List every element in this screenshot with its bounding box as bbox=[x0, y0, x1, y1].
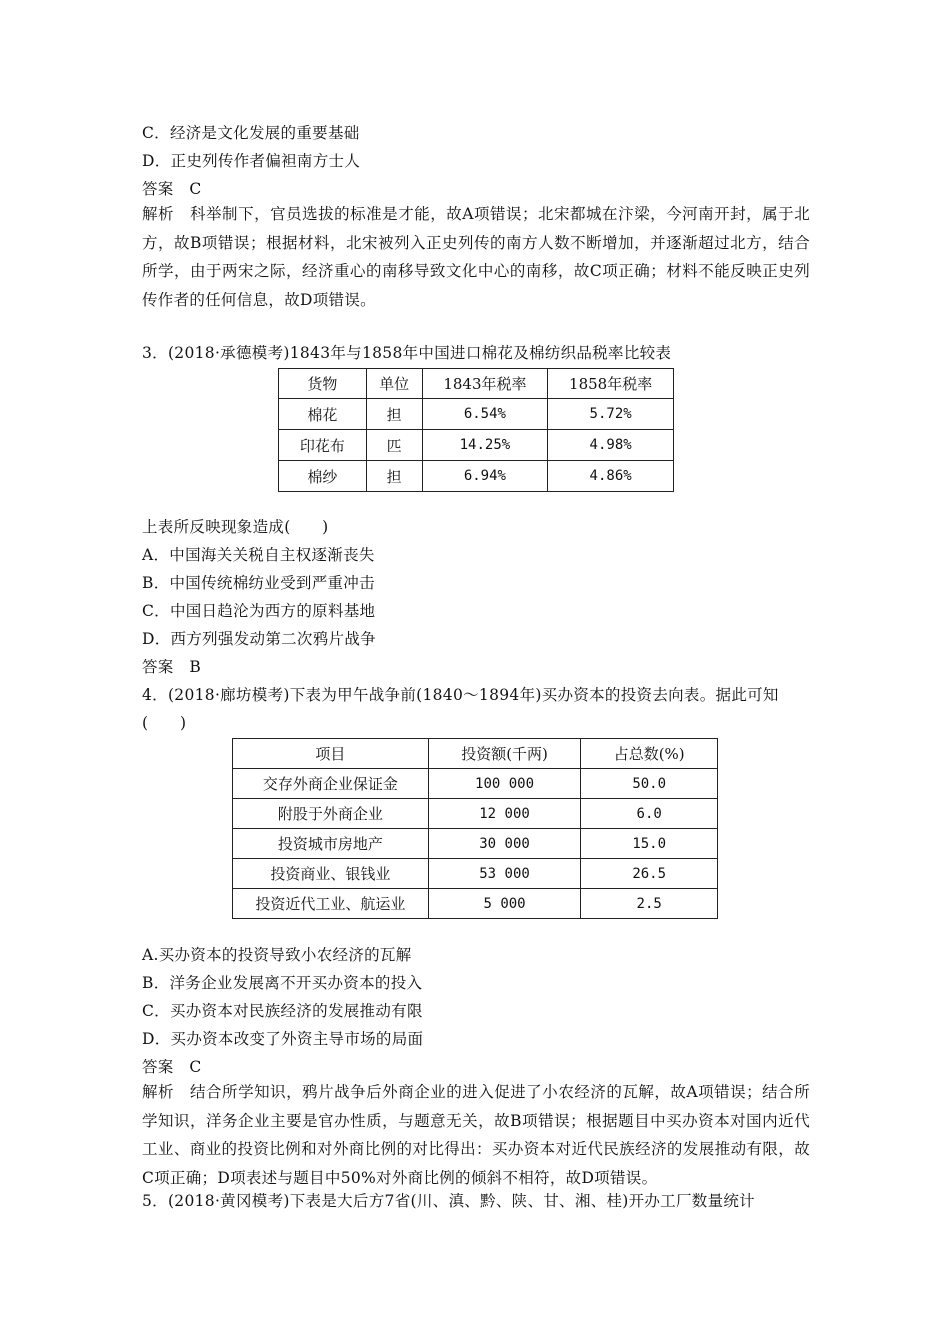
table-cell: 5 000 bbox=[428, 889, 581, 919]
q2-answer: 答案 C bbox=[142, 180, 202, 198]
q2-analysis: 解析 科举制下，官员选拔的标准是才能，故A项错误；北宋都城在汴梁，今河南开封，属于北方，故B项错误；根据材料，北宋被列入正史列传的南方人数不断增加，并逐渐超过北方，结合所学，由于两宋之际，经济重心的南移导致文化中心的南移，故C项正确；材料不能反映正史列传作者的任何信息，故D项错误。 bbox=[142, 205, 810, 309]
table-header-row bbox=[279, 369, 674, 399]
table-cell: 棉花 bbox=[279, 399, 367, 430]
table-cell: 6.94% bbox=[422, 461, 548, 492]
q4-option-b: B．洋务企业发展离不开买办资本的投入 bbox=[142, 974, 423, 992]
q4-option-a: A.买办资本的投资导致小农经济的瓦解 bbox=[142, 946, 412, 964]
table-header-cell: 投资额(千两) bbox=[428, 739, 581, 769]
table-row bbox=[233, 769, 718, 799]
table-header-cell: 1843年税率 bbox=[422, 369, 548, 399]
table-cell: 4.98% bbox=[548, 430, 674, 461]
q3-option-c: C．中国日趋沦为西方的原料基地 bbox=[142, 602, 376, 620]
q3-answer: 答案 B bbox=[142, 658, 202, 676]
table-header-cell: 单位 bbox=[366, 369, 422, 399]
q2-option-d: D．正史列传作者偏袒南方士人 bbox=[142, 152, 361, 170]
q4-investment-table bbox=[232, 738, 718, 919]
table-cell: 交存外商企业保证金 bbox=[233, 769, 429, 799]
q4-stem-line2: ( ) bbox=[142, 714, 187, 732]
q3-option-a: A．中国海关关税自主权逐渐丧失 bbox=[142, 546, 375, 564]
table-cell: 4.86% bbox=[548, 461, 674, 492]
table-row bbox=[279, 430, 674, 461]
table-cell: 印花布 bbox=[279, 430, 367, 461]
table-cell: 附股于外商企业 bbox=[233, 799, 429, 829]
table-cell: 投资近代工业、航运业 bbox=[233, 889, 429, 919]
table-cell: 棉纱 bbox=[279, 461, 367, 492]
table-cell: 匹 bbox=[366, 430, 422, 461]
table-cell: 投资城市房地产 bbox=[233, 829, 429, 859]
table-row bbox=[233, 799, 718, 829]
q3-tax-table bbox=[278, 368, 674, 492]
table-header-cell: 占总数(%) bbox=[581, 739, 718, 769]
q3-option-b: B．中国传统棉纺业受到严重冲击 bbox=[142, 574, 375, 592]
q5-stem: 5．(2018·黄冈模考)下表是大后方7省(川、滇、黔、陕、甘、湘、桂)开办工厂数量统计 bbox=[142, 1192, 755, 1210]
table-cell: 30 000 bbox=[428, 829, 581, 859]
table-cell: 6.54% bbox=[422, 399, 548, 430]
q4-stem-line1: 4．(2018·廊坊模考)下表为甲午战争前(1840～1894年)买办资本的投资去向表。据此可知 bbox=[142, 686, 779, 704]
table-header-row bbox=[233, 739, 718, 769]
table-row bbox=[279, 399, 674, 430]
q3-question: 上表所反映现象造成( ) bbox=[142, 518, 329, 536]
q4-answer: 答案 C bbox=[142, 1058, 202, 1076]
table-cell: 26.5 bbox=[581, 859, 718, 889]
table-cell: 100 000 bbox=[428, 769, 581, 799]
table-cell: 14.25% bbox=[422, 430, 548, 461]
table-cell: 5.72% bbox=[548, 399, 674, 430]
table-cell: 15.0 bbox=[581, 829, 718, 859]
table-row bbox=[233, 859, 718, 889]
table-cell: 2.5 bbox=[581, 889, 718, 919]
table-cell: 12 000 bbox=[428, 799, 581, 829]
table-header-cell: 项目 bbox=[233, 739, 429, 769]
q3-stem: 3．(2018·承德模考)1843年与1858年中国进口棉花及棉纺织品税率比较表 bbox=[142, 344, 672, 362]
q2-option-c: C．经济是文化发展的重要基础 bbox=[142, 124, 360, 142]
table-cell: 6.0 bbox=[581, 799, 718, 829]
table-row bbox=[233, 889, 718, 919]
table-row bbox=[233, 829, 718, 859]
table-header-cell: 1858年税率 bbox=[548, 369, 674, 399]
table-cell: 投资商业、银钱业 bbox=[233, 859, 429, 889]
table-cell: 50.0 bbox=[581, 769, 718, 799]
table-row bbox=[279, 461, 674, 492]
q3-option-d: D．西方列强发动第二次鸦片战争 bbox=[142, 630, 376, 648]
table-header-cell: 货物 bbox=[279, 369, 367, 399]
table-cell: 担 bbox=[366, 461, 422, 492]
q4-analysis: 解析 结合所学知识，鸦片战争后外商企业的进入促进了小农经济的瓦解，故A项错误；结合所学知识，洋务企业主要是官办性质，与题意无关，故B项错误；根据题目中买办资本对国内近代工业、商业的投资比例和对外商比例的对比得出：买办资本对近代民族经济的发展推动有限，故C项正确；D项表述与题目中50%对外商比例的倾斜不相符，故D项错误。 bbox=[142, 1083, 810, 1187]
q4-option-c: C．买办资本对民族经济的发展推动有限 bbox=[142, 1002, 423, 1020]
q4-option-d: D．买办资本改变了外资主导市场的局面 bbox=[142, 1030, 424, 1048]
table-cell: 担 bbox=[366, 399, 422, 430]
table-cell: 53 000 bbox=[428, 859, 581, 889]
